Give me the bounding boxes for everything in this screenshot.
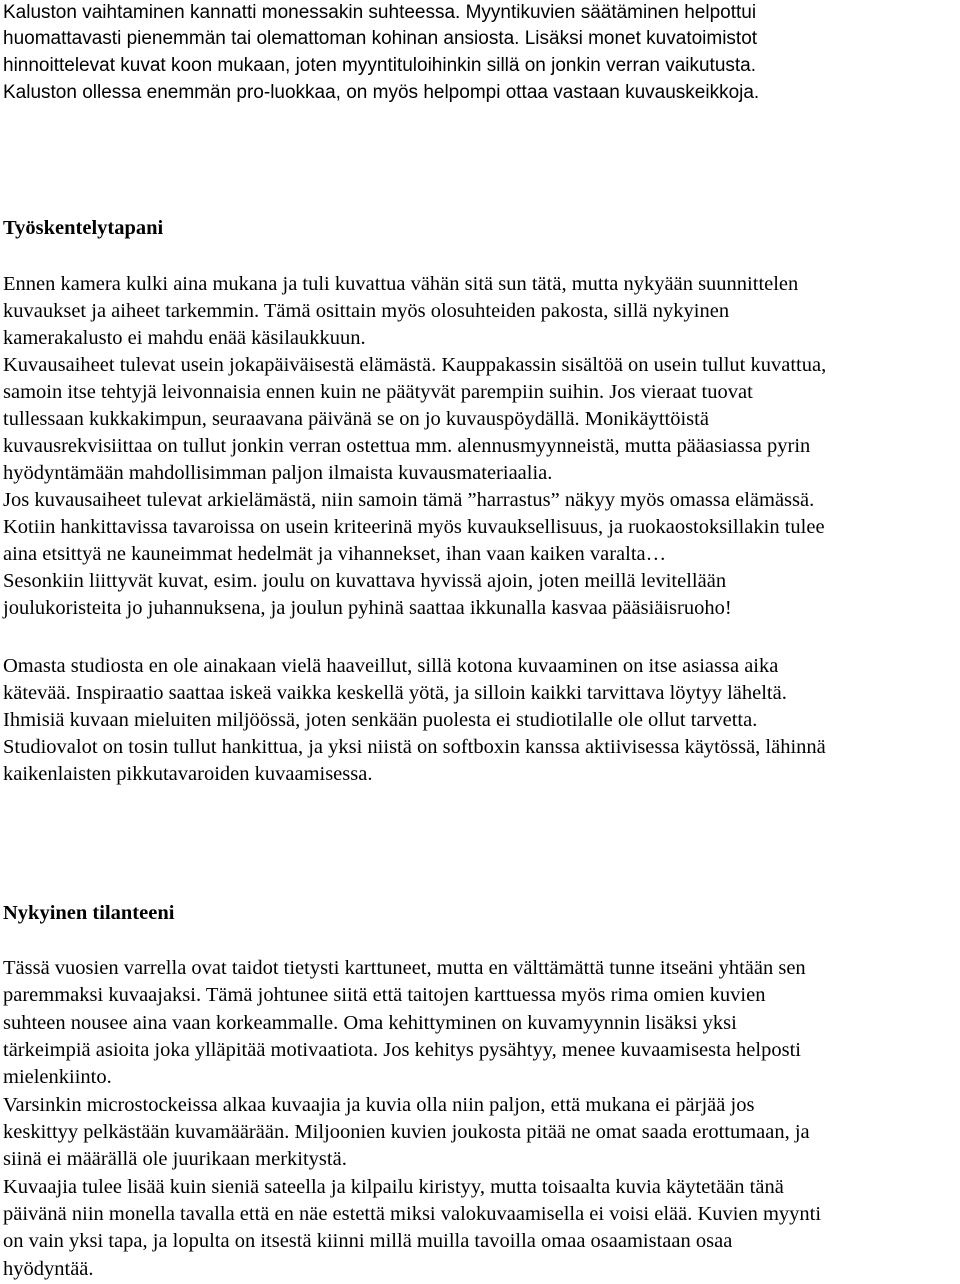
body-line: Sesonkiin liittyvät kuvat, esim. joulu on kuvattava hyvissä ajoin, joten meillä levitellään xyxy=(3,570,727,592)
body-line: hyödyntää. xyxy=(3,1258,94,1280)
body-line: suhteen nousee aina vaan korkeammalle. Oma kehittyminen on kuvamyynnin lisäksi yksi xyxy=(3,1012,737,1034)
body-line: hyödyntämään mahdollisimman paljon ilmaista kuvausmateriaalia. xyxy=(3,462,553,484)
body-line: mielenkiinto. xyxy=(3,1066,112,1088)
body-line: tullessaan kukkakimpun, seuraavana päivänä se on jo kuvauspöydällä. Monikäyttöistä xyxy=(3,408,709,430)
body-line: Ihmisiä kuvaan mieluiten miljöössä, joten senkään puolesta ei studiotilalle ole ollut tarvetta. xyxy=(3,709,758,731)
body-line: keskittyy pelkästään kuvamäärään. Miljoonien kuvien joukosta pitää ne omat saada erottumaan, ja xyxy=(3,1121,810,1143)
body-line: on vain yksi tapa, ja lopulta on itsestä kiinni millä muilla tavoilla omaa osaamistaan osaa xyxy=(3,1230,733,1252)
body-line: samoin itse tehtyjä leivonnaisia ennen kuin ne päätyvät parempiin suihin. Jos vieraat tuovat xyxy=(3,381,753,403)
body-line: Kotiin hankittavissa tavaroissa on usein kriteerinä myös kuvauksellisuus, ja ruokaostoksillakin tulee xyxy=(3,516,825,538)
body-line: kätevää. Inspiraatio saattaa iskeä vaikka keskellä yötä, ja silloin kaikki tarvittava löytyy läheltä. xyxy=(3,682,787,704)
body-line: kuvaukset ja aiheet tarkemmin. Tämä osittain myös olosuhteiden pakosta, sillä nykyinen xyxy=(3,300,730,322)
body-line: Kuvausaiheet tulevat usein jokapäiväisestä elämästä. Kauppakassin sisältöä on usein tullut kuvattua, xyxy=(3,354,827,376)
intro-line: Kaluston ollessa enemmän pro-luokkaa, on myös helpompi ottaa vastaan kuvauskeikkoja. xyxy=(3,82,760,103)
body-line: siinä ei määrällä ole juurikaan merkitystä. xyxy=(3,1148,347,1170)
body-line: paremmaksi kuvaajaksi. Tämä johtunee siitä että taitojen karttuessa myös rima omien kuvien xyxy=(3,984,766,1006)
body-line: Kuvaajia tulee lisää kuin sieniä sateella ja kilpailu kiristyy, mutta toisaalta kuvia käytetään tänä xyxy=(3,1176,784,1198)
section-heading-nykyinen-tilanteeni: Nykyinen tilanteeni xyxy=(3,902,175,924)
intro-line: hinnoittelevat kuvat koon mukaan, joten myyntituloihinkin sillä on jonkin verran vaikutusta. xyxy=(3,55,757,76)
intro-line: Kaluston vaihtaminen kannatti monessakin suhteessa. Myyntikuvien säätäminen helpottui xyxy=(3,2,757,23)
body-line: Jos kuvausaiheet tulevat arkielämästä, niin samoin tämä ”harrastus” näkyy myös omassa elämässä. xyxy=(3,489,815,511)
body-line: Tässä vuosien varrella ovat taidot tietysti karttuneet, mutta en välttämättä tunne itseäni yhtään sen xyxy=(3,957,806,979)
body-line: Omasta studiosta en ole ainakaan vielä haaveillut, sillä kotona kuvaaminen on itse asiassa aika xyxy=(3,655,779,677)
body-line: Studiovalot on tosin tullut hankittua, ja yksi niistä on softboxin kanssa aktiivisessa käytössä, lähinnä xyxy=(3,736,826,758)
body-line: kamerakalusto ei mahdu enää käsilaukkuun. xyxy=(3,327,366,349)
body-line: kaikenlaisten pikkutavaroiden kuvaamisessa. xyxy=(3,763,373,785)
body-line: päivänä niin monella tavalla että en näe estettä miksi valokuvaamisella ei voisi elää. Kuvien myynti xyxy=(3,1203,822,1225)
intro-line: huomattavasti pienemmän tai olemattoman kohinan ansiosta. Lisäksi monet kuvatoimistot xyxy=(3,28,758,49)
body-line: kuvausrekvisiittaa on tullut jonkin verran ostettua mm. alennusmyynneistä, mutta pääasiassa pyrin xyxy=(3,435,811,457)
body-line: Varsinkin microstockeissa alkaa kuvaajia ja kuvia olla niin paljon, että mukana ei pärjää jos xyxy=(3,1094,755,1116)
body-line: tärkeimpiä asioita joka ylläpitää motivaatiota. Jos kehitys pysähtyy, menee kuvaamisesta helposti xyxy=(3,1039,801,1061)
section-heading-tyoskentelytapani: Työskentelytapani xyxy=(3,217,164,239)
body-line: Ennen kamera kulki aina mukana ja tuli kuvattua vähän sitä sun tätä, mutta nykyään suunnittelen xyxy=(3,273,799,295)
body-line: aina etsittyä ne kauneimmat hedelmät ja vihannekset, ihan vaan kaiken varalta… xyxy=(3,543,667,565)
body-line: joulukoristeita jo juhannuksena, ja joulun pyhinä saattaa ikkunalla kasvaa pääsiäisruoho! xyxy=(3,597,732,619)
